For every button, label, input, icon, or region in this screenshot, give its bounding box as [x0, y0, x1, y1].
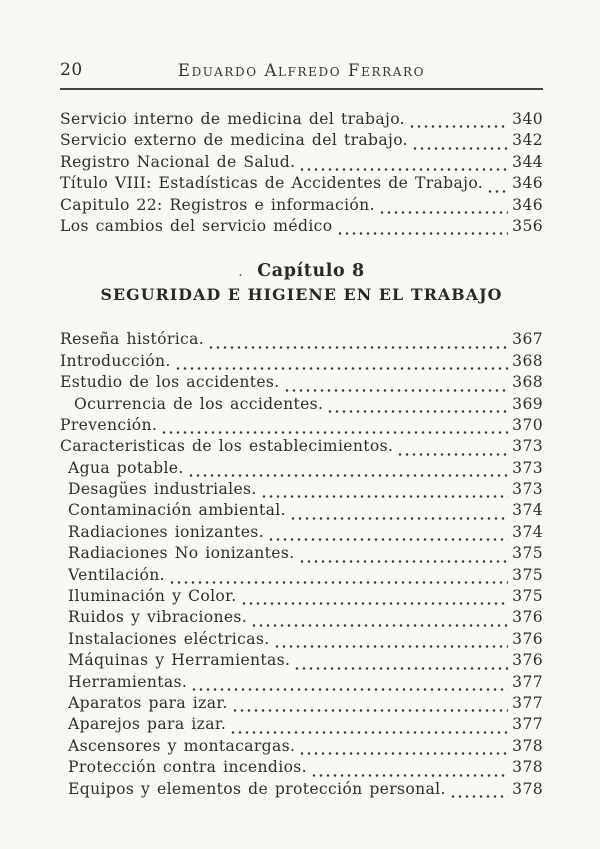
toc-entry-label: Máquinas y Herramientas. [68, 651, 291, 670]
header-rule [60, 88, 543, 90]
dot-leader [242, 601, 509, 606]
dot-leader [380, 210, 508, 215]
toc-entry-label: Servicio interno de medicina del trabajo. [60, 110, 405, 128]
toc-block-2 [60, 330, 543, 801]
toc-entry [60, 459, 543, 480]
toc-entry [60, 587, 543, 608]
toc-entry-label: Equipos y elementos de protección personal. [68, 779, 446, 798]
toc-entry [60, 416, 543, 437]
toc-entry-page-number: 367 [512, 330, 543, 349]
toc-entry-page-number: 373 [512, 480, 543, 499]
toc-entry-page-number: 340 [512, 110, 543, 128]
scan-artifact-dot: . [238, 264, 244, 281]
toc-entry-label: Aparejos para izar. [68, 715, 227, 734]
toc-entry [60, 544, 543, 565]
toc-entry-page-number: 373 [512, 458, 543, 477]
toc-entry-label: Reseña histórica. [60, 330, 205, 349]
toc-entry-page-number: 378 [512, 779, 543, 798]
toc-entry-page-number: 373 [512, 437, 543, 456]
dot-leader [192, 687, 508, 692]
toc-entry [60, 758, 543, 779]
toc-entry-label: Desagües industriales. [68, 480, 257, 499]
dot-leader [410, 124, 508, 129]
toc-entry-label: Servicio externo de medicina del trabajo. [60, 131, 408, 150]
toc-entry-page-number: 368 [512, 351, 543, 370]
running-header [60, 58, 543, 80]
toc-entry [60, 630, 543, 651]
toc-entry [60, 153, 543, 174]
dot-leader [275, 644, 509, 649]
toc-entry-page-number: 377 [512, 693, 543, 712]
toc-entry-page-number: 374 [512, 501, 543, 520]
toc-entry-label: Protección contra incendios. [68, 758, 307, 777]
dot-leader [312, 773, 508, 778]
dot-leader [262, 494, 508, 499]
toc-entry-label: Contaminación ambiental. [68, 501, 286, 520]
toc-entry-label: Agua potable. [68, 458, 184, 477]
toc-entry-label: Título VIII: Estadísticas de Accidentes de Trabajo. [60, 174, 484, 193]
toc-entry-page-number: 346 [512, 195, 543, 214]
toc-entry-page-number: 370 [512, 415, 543, 434]
toc-entry-page-number: 346 [512, 174, 543, 193]
dot-leader [300, 751, 508, 756]
toc-entry [60, 217, 543, 238]
toc-entry-label: Prevención. [60, 415, 158, 434]
toc-entry-page-number: 375 [512, 565, 543, 584]
toc-entry-page-number: 378 [512, 736, 543, 755]
toc-entry-label: Radiaciones No ionizantes. [68, 544, 295, 563]
toc-entry [60, 523, 543, 544]
toc-entry-page-number: 375 [512, 587, 543, 606]
toc-entry [60, 737, 543, 758]
toc-entry-page-number: 374 [512, 522, 543, 541]
dot-leader [300, 167, 508, 172]
toc-entry [60, 480, 543, 501]
toc-entry [60, 110, 543, 131]
toc-entry-label: Ocurrencia de los accidentes. [74, 394, 324, 413]
toc-entry [60, 501, 543, 522]
toc-entry-label: Ruidos y vibraciones. [68, 608, 248, 627]
running-header-title: Eduardo Alfredo Ferraro [177, 61, 426, 80]
dot-leader [413, 146, 508, 151]
dot-leader [233, 708, 508, 713]
toc-entry-page-number: 377 [512, 672, 543, 691]
toc-entry-label: Caracteristicas de los establecimientos. [60, 437, 394, 456]
toc-entry [60, 373, 543, 394]
dot-leader [189, 473, 508, 478]
toc-entry [60, 694, 543, 715]
toc-entry-page-number: 378 [512, 758, 543, 777]
chapter-number-label: Capítulo 8 [257, 261, 365, 282]
toc-entry-page-number: 344 [512, 152, 543, 171]
toc-entry-label: Aparatos para izar. [68, 693, 228, 712]
toc-entry [60, 566, 543, 587]
dot-leader [285, 388, 509, 393]
dot-leader [170, 580, 508, 585]
toc-entry-label: Iluminación y Color. [68, 587, 237, 606]
dot-leader [176, 366, 508, 371]
toc-entry [60, 437, 543, 458]
dot-leader [328, 409, 508, 414]
toc-entry-label: Introducción. [60, 351, 171, 370]
toc-entry-page-number: 368 [512, 373, 543, 392]
dot-leader [162, 430, 508, 435]
page-number: 20 [60, 60, 83, 80]
toc-entry-page-number: 376 [512, 608, 543, 627]
dot-leader [398, 452, 508, 457]
toc-entry-label: Ventilación. [68, 565, 165, 584]
toc-entry-label: Herramientas. [68, 672, 188, 691]
toc-entry [60, 651, 543, 672]
toc-entry [60, 395, 543, 416]
toc-entry-label: Registro Nacional de Salud. [60, 152, 296, 171]
toc-entry [60, 330, 543, 351]
toc-entry [60, 673, 543, 694]
toc-entry [60, 715, 543, 736]
dot-leader [300, 559, 509, 564]
toc-entry [60, 780, 543, 801]
toc-entry-page-number: 369 [512, 394, 543, 413]
toc-entry [60, 352, 543, 373]
toc-entry-label: Instalaciones eléctricas. [68, 629, 270, 648]
chapter-number [60, 261, 543, 283]
dot-leader [209, 345, 508, 350]
toc-entry-page-number: 377 [512, 715, 543, 734]
dot-leader [488, 189, 508, 194]
chapter-heading [60, 261, 543, 305]
toc-entry-label: Los cambios del servicio médico [60, 216, 333, 235]
toc-entry-label: Capitulo 22: Registros e información. [60, 195, 375, 214]
toc-entry-page-number: 376 [512, 651, 543, 670]
dot-leader [338, 231, 509, 236]
dot-leader [269, 537, 508, 542]
toc-entry-label: Radiaciones ionizantes. [68, 522, 264, 541]
toc-entry-label: Ascensores y montacargas. [68, 736, 296, 755]
dot-leader [451, 794, 508, 799]
chapter-title: SEGURIDAD E HIGIENE EN EL TRABAJO [100, 285, 503, 305]
dot-leader [252, 623, 508, 628]
toc-entry-page-number: 342 [512, 131, 543, 150]
dot-leader [231, 730, 508, 735]
toc-entry-page-number: 356 [512, 216, 543, 235]
toc-entry-label: Estudio de los accidentes. [60, 373, 280, 392]
toc-entry [60, 174, 543, 195]
dot-leader [291, 516, 508, 521]
toc-entry-page-number: 376 [512, 629, 543, 648]
toc-entry [60, 608, 543, 629]
toc-entry [60, 131, 543, 152]
toc-entry [60, 196, 543, 217]
dot-leader [295, 666, 508, 671]
toc-block-1 [60, 110, 543, 238]
toc-entry-page-number: 375 [512, 544, 543, 563]
